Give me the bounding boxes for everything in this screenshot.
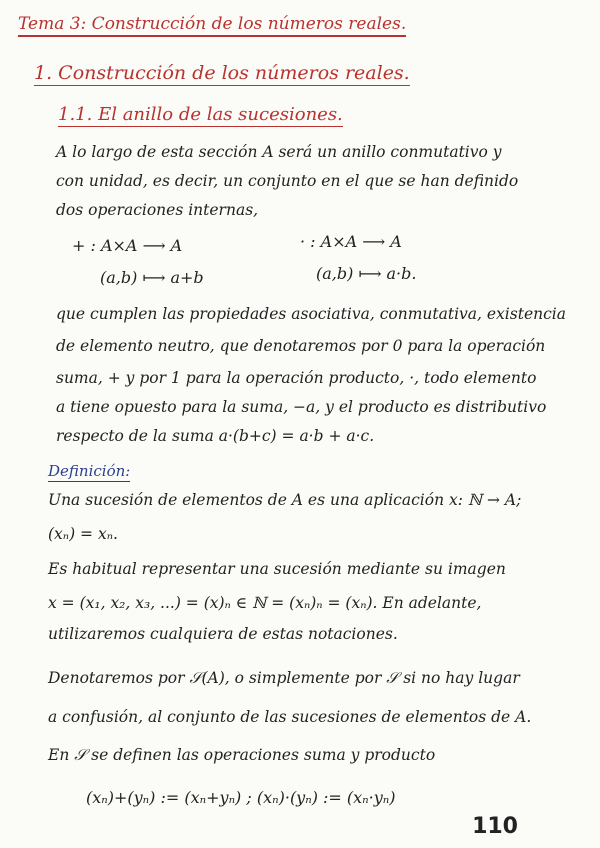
sum-operation-rule: (a,b) ⟼ a+b [100, 268, 204, 287]
definition-line: Denotaremos por 𝒮(A), o simplemente por 𝒮 si no hay lugar [48, 669, 520, 687]
sequence-operations-formula: (xₙ)+(yₙ) := (xₙ+yₙ) ; (xₙ)·(yₙ) := (xₙ·yₙ) [86, 788, 396, 807]
page-title: Tema 3: Construcción de los números reales. [18, 14, 406, 34]
definition-line: En 𝒮 se definen las operaciones suma y producto [48, 746, 436, 764]
intro-line: con unidad, es decir, un conjunto en el que se han definido [56, 172, 519, 190]
definition-line: (xₙ) = xₙ. [48, 525, 118, 543]
definition-line: Es habitual representar una sucesión mediante su imagen [48, 560, 506, 578]
intro-line: dos operaciones internas, [56, 201, 259, 219]
definition-label: Definición: [48, 462, 131, 480]
properties-line: de elemento neutro, que denotaremos por 0 para la operación [56, 337, 546, 355]
definition-line: utilizaremos cualquiera de estas notaciones. [48, 625, 398, 643]
page-number: 110 [472, 814, 518, 839]
definition-line: Una sucesión de elementos de A es una aplicación x: ℕ → A; [48, 491, 522, 509]
product-operation-rule: (a,b) ⟼ a·b. [316, 264, 417, 283]
properties-line: que cumplen las propiedades asociativa, conmutativa, existencia [56, 305, 566, 323]
section-heading: 1. Construcción de los números reales. [34, 62, 410, 84]
sum-operation-map: + : A×A ⟶ A [72, 236, 183, 255]
definition-line: x = (x₁, x₂, x₃, ...) = (x)ₙ ∈ ℕ = (xₙ)ₙ = (xₙ). En adelante, [48, 594, 482, 612]
subsection-heading: 1.1. El anillo de las sucesiones. [58, 104, 343, 125]
properties-line: suma, + y por 1 para la operación producto, ·, todo elemento [56, 369, 537, 387]
definition-line: a confusión, al conjunto de las sucesiones de elementos de A. [48, 708, 532, 726]
product-operation-map: · : A×A ⟶ A [300, 232, 402, 251]
intro-line: A lo largo de esta sección A será un anillo conmutativo y [56, 143, 502, 161]
properties-line: a tiene opuesto para la suma, −a, y el producto es distributivo [56, 398, 547, 416]
properties-line: respecto de la suma a·(b+c) = a·b + a·c. [56, 427, 375, 445]
